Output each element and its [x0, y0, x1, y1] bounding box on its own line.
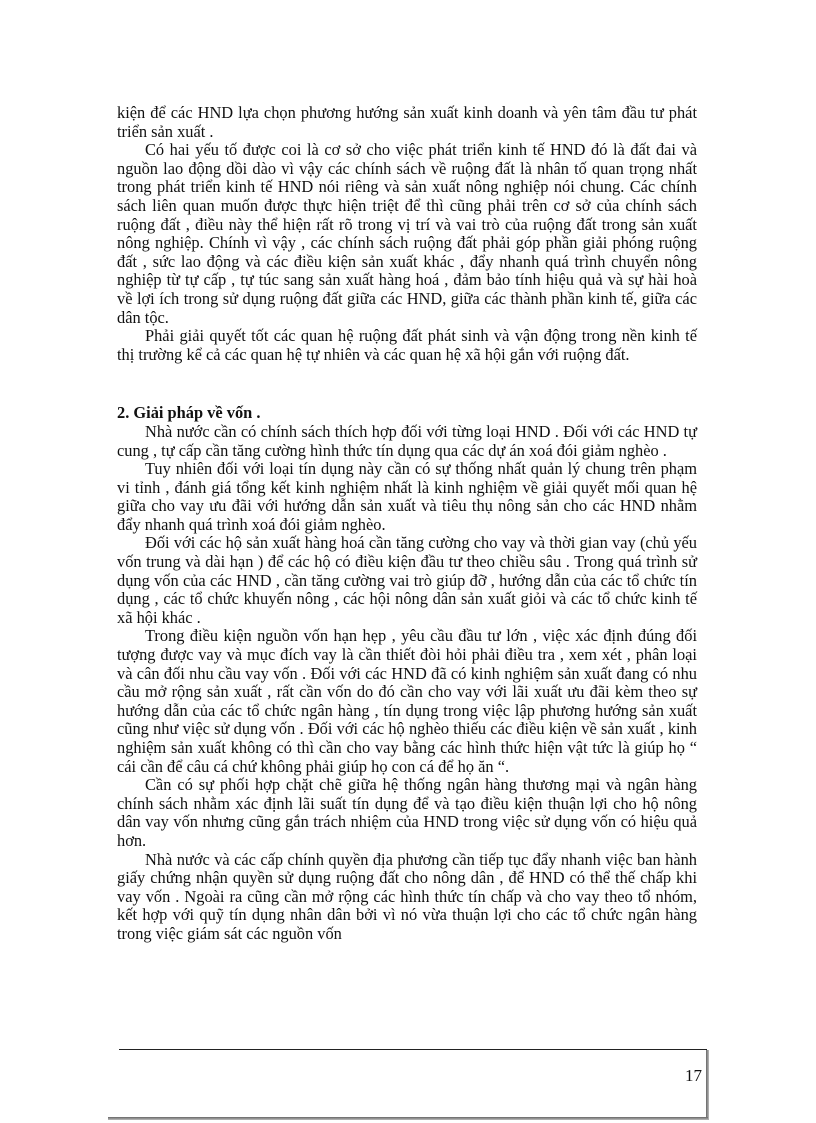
- page-border-shadow-right: [706, 1050, 709, 1120]
- section-gap: [117, 364, 697, 404]
- paragraph-bank-coordination: Cần có sự phối hợp chặt chẽ giữa hệ thống ngân hàng thương mại và ngân hàng chính sách nhằm xác định lãi suất tín dụng để và tạo điều kiện thuận lợi cho hộ nông dân vay vốn nhưng cũng gắn trách nhiệm của HND trong việc sử dụng vốn có hiệu quả hơn.: [117, 775, 697, 850]
- footer-rule: [119, 1049, 707, 1050]
- body-text: [117, 104, 697, 944]
- paragraph-continuation: kiện để các HND lựa chọn phương hướng sản xuất kinh doanh và yên tâm đầu tư phát triển sản xuất .: [117, 103, 697, 141]
- page-number: 17: [685, 1066, 702, 1085]
- paragraph-credit-management: Tuy nhiên đối với loại tín dụng này cần có sự thống nhất quản lý chung trên phạm vi tỉnh , đánh giá tổng kết kinh nghiệm nhất là kinh nghiệm về giải quyết mối quan hệ giữa cho vay ưu đãi với hướng dẫn sản xuất và tiêu thụ nông sản cho các HND nhằm đẩy nhanh quá trình xoá đói giảm nghèo.: [117, 459, 697, 534]
- paragraph-land-relations: Phải giải quyết tốt các quan hệ ruộng đất phát sinh và vận động trong nền kinh tế thị trường kể cả các quan hệ tự nhiên và các quan hệ xã hội gắn với ruộng đất.: [117, 326, 697, 364]
- paragraph-commodity-households: Đối với các hộ sản xuất hàng hoá cần tăng cường cho vay và thời gian vay (chủ yếu vốn trung và dài hạn ) để các hộ có điều kiện đầu tư theo chiều sâu . Trong quá trình sử dụng vốn của các HND , cần tăng cường vai trò giúp đỡ , hướng dẫn của các tổ chức tín dụng , các tổ chức khuyến nông , các hội nông dân sản xuất giỏi và các tổ chức kinh tế xã hội khác .: [117, 533, 697, 627]
- section-heading: 2. Giải pháp về vốn .: [117, 403, 261, 423]
- paragraph-limited-capital: Trong điều kiện nguồn vốn hạn hẹp , yêu cầu đầu tư lớn , việc xác định đúng đối tượng được vay và mục đích vay là cần thiết đòi hỏi phải điều tra , xem xét , phân loại và cân đối nhu cầu vay vốn . Đối với các HND đã có kinh nghiệm sản xuất đang có nhu cầu mở rộng sản xuất , rất cần vốn do đó cần cho vay với lãi xuất ưu đãi kèm theo sự hướng dẫn của các tổ chức ngân hàng , tín dụng trong việc lập phương hướng sản xuất cũng như việc sử dụng vốn . Đối với các hộ nghèo thiếu các điều kiện về sản xuất , kinh nghiệm sản xuất không có thì cần cho vay bằng các hình thức hiện vật tức là giúp họ “ cái cần để câu cá chứ không phải giúp họ con cá để họ ăn “.: [117, 626, 697, 776]
- paragraph-land-factors: Có hai yếu tố được coi là cơ sở cho việc phát triển kinh tế HND đó là đất đai và nguồn lao động dồi dào vì vậy các chính sách về ruộng đất là nhân tố quan trọng nhất trong phát triển kinh tế HND nói riêng và sản xuất nông nghiệp nói chung. Các chính sách liên quan muốn được thực hiện triệt để thì cũng phải trên cơ sở của chính sách ruộng đất , điều này thể hiện rất rõ trong vị trí và vai trò của ruộng đất trong sản xuất nông nghiệp. Chính vì vậy , các chính sách ruộng đất phải góp phần giải phóng ruộng đất , sức lao động và các điều kiện sản xuất khác , đẩy nhanh quá trình chuyển nông nghiệp từ tự cấp , tự túc sang sản xuất hàng hoá , đảm bảo tính hiệu quả và sự hài hoà về lợi ích trong sử dụng ruộng đất giữa các HND, giữa các thành phần kinh tế, giữa các dân tộc.: [117, 140, 697, 327]
- paragraph-state-credit: Nhà nước cần có chính sách thích hợp đối với từng loại HND . Đối với các HND tự cung , tự cấp cần tăng cường hình thức tín dụng qua các dự án xoá đói giảm nghèo .: [117, 421, 697, 460]
- page-border-shadow-bottom: [108, 1117, 708, 1120]
- paragraph-land-certificates: Nhà nước và các cấp chính quyền địa phương cần tiếp tục đẩy nhanh việc ban hành giấy chứng nhận quyền sử dụng ruộng đất cho nông dân , để HND có thể thế chấp khi vay vốn . Ngoài ra cũng cần mở rộng các hình thức tín chấp và cho vay theo tổ nhóm, kết hợp với quỹ tín dụng nhân dân bởi vì nó vừa thuận lợi cho các tổ chức ngân hàng trong việc giám sát các nguồn vốn: [117, 849, 697, 943]
